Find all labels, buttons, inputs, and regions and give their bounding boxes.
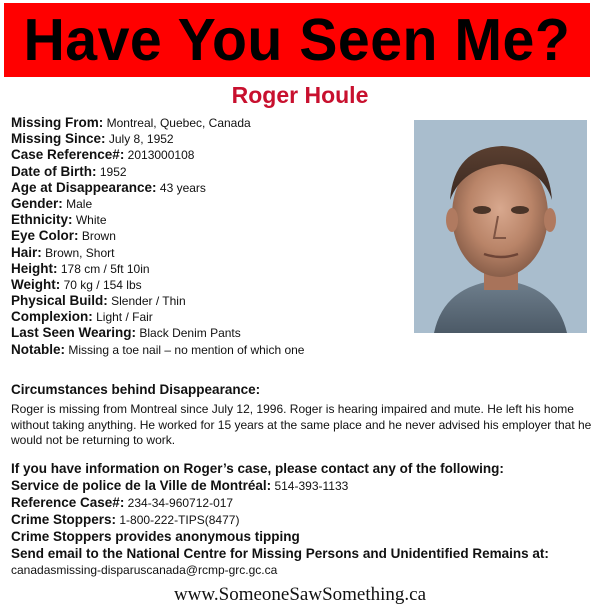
detail-date-of-birth — [11, 164, 411, 180]
detail-value: Male — [66, 196, 93, 211]
police-phone: 514-393-1133 — [274, 479, 349, 493]
detail-value: Light / Fair — [96, 310, 153, 325]
detail-complexion — [11, 309, 411, 325]
headline-title: Have You Seen Me? — [23, 7, 571, 73]
detail-value: White — [75, 213, 107, 228]
detail-value: 70 kg / 154 lbs — [63, 277, 142, 292]
crime-stoppers-label: Crime Stoppers: — [11, 512, 117, 527]
reference-label: Reference Case#: — [11, 495, 125, 510]
detail-missing-from — [11, 115, 411, 131]
detail-eye-color — [11, 228, 411, 244]
detail-value: 178 cm / 5ft 10in — [60, 261, 150, 276]
detail-label: Age at Disappearance: — [11, 179, 157, 195]
detail-value: Montreal, Quebec, Canada — [106, 116, 251, 130]
detail-value: 43 years — [159, 180, 206, 195]
detail-label: Last Seen Wearing: — [11, 325, 137, 341]
person-name: Roger Houle — [231, 82, 369, 108]
website-url: www.SomeoneSawSomething.ca — [173, 584, 427, 605]
detail-age — [11, 180, 411, 196]
contact-section — [11, 460, 596, 579]
contact-anonymous-note — [11, 528, 596, 545]
detail-physical-build — [11, 293, 411, 309]
detail-notable — [11, 342, 411, 358]
circumstances-heading: Circumstances behind Disappearance: — [11, 382, 261, 397]
contact-heading-text: If you have information on Roger’s case, please contact any of the following: — [11, 461, 504, 476]
contact-police — [11, 477, 596, 494]
detail-value: 2013000108 — [127, 148, 195, 163]
detail-label: Date of Birth: — [11, 163, 97, 179]
contact-email-heading — [11, 545, 596, 562]
contact-email — [11, 562, 596, 579]
detail-hair — [11, 245, 411, 261]
detail-label: Eye Color: — [11, 228, 79, 244]
contact-reference — [11, 494, 596, 511]
detail-value: Brown, Short — [45, 245, 115, 260]
detail-value: Missing a toe nail – no mention of which one — [68, 342, 305, 357]
detail-height — [11, 261, 411, 277]
detail-label: Gender: — [11, 195, 63, 211]
detail-missing-since — [11, 131, 411, 147]
detail-value: July 8, 1952 — [108, 132, 174, 147]
headline-banner — [4, 3, 590, 77]
detail-value: Black Denim Pants — [139, 326, 241, 341]
detail-label: Height: — [11, 260, 58, 276]
anonymous-note-text: Crime Stoppers provides anonymous tipping — [11, 529, 300, 544]
details-list — [11, 115, 411, 358]
detail-case-reference — [11, 147, 411, 163]
detail-label: Missing From: — [11, 115, 104, 130]
detail-value: Slender / Thin — [111, 294, 186, 309]
person-photo — [414, 120, 587, 333]
email-heading-text: Send email to the National Centre for Missing Persons and Unidentified Remains at: — [11, 546, 549, 561]
detail-last-seen-wearing — [11, 325, 411, 341]
detail-value: 1952 — [99, 164, 127, 179]
detail-label: Missing Since: — [11, 131, 106, 147]
email-address: canadasmissing-disparuscanada@rcmp-grc.gc.ca — [11, 563, 278, 577]
crime-stoppers-phone: 1-800-222-TIPS(8477) — [119, 513, 240, 527]
detail-label: Physical Build: — [11, 293, 108, 309]
contact-crime-stoppers — [11, 511, 596, 528]
portrait-image — [414, 120, 587, 333]
reference-value: 234-34-960712-017 — [127, 496, 234, 510]
detail-value: Brown — [81, 229, 116, 244]
detail-label: Ethnicity: — [11, 212, 73, 228]
circumstances-text: Roger is missing from Montreal since July 12, 1996. Roger is hearing impaired and mute. He left his home without taking anything. He worked for 15 years at the same place and he never advised his employer that he would not be returning to work. — [11, 402, 592, 447]
detail-ethnicity — [11, 212, 411, 228]
detail-label: Case Reference#: — [11, 147, 125, 163]
police-label: Service de police de la Ville de Montréal: — [11, 478, 272, 493]
contact-heading — [11, 460, 596, 477]
detail-weight — [11, 277, 411, 293]
detail-label: Complexion: — [11, 309, 93, 325]
detail-label: Notable: — [11, 341, 65, 357]
detail-label: Hair: — [11, 244, 42, 260]
detail-label: Weight: — [11, 276, 61, 292]
detail-gender — [11, 196, 411, 212]
